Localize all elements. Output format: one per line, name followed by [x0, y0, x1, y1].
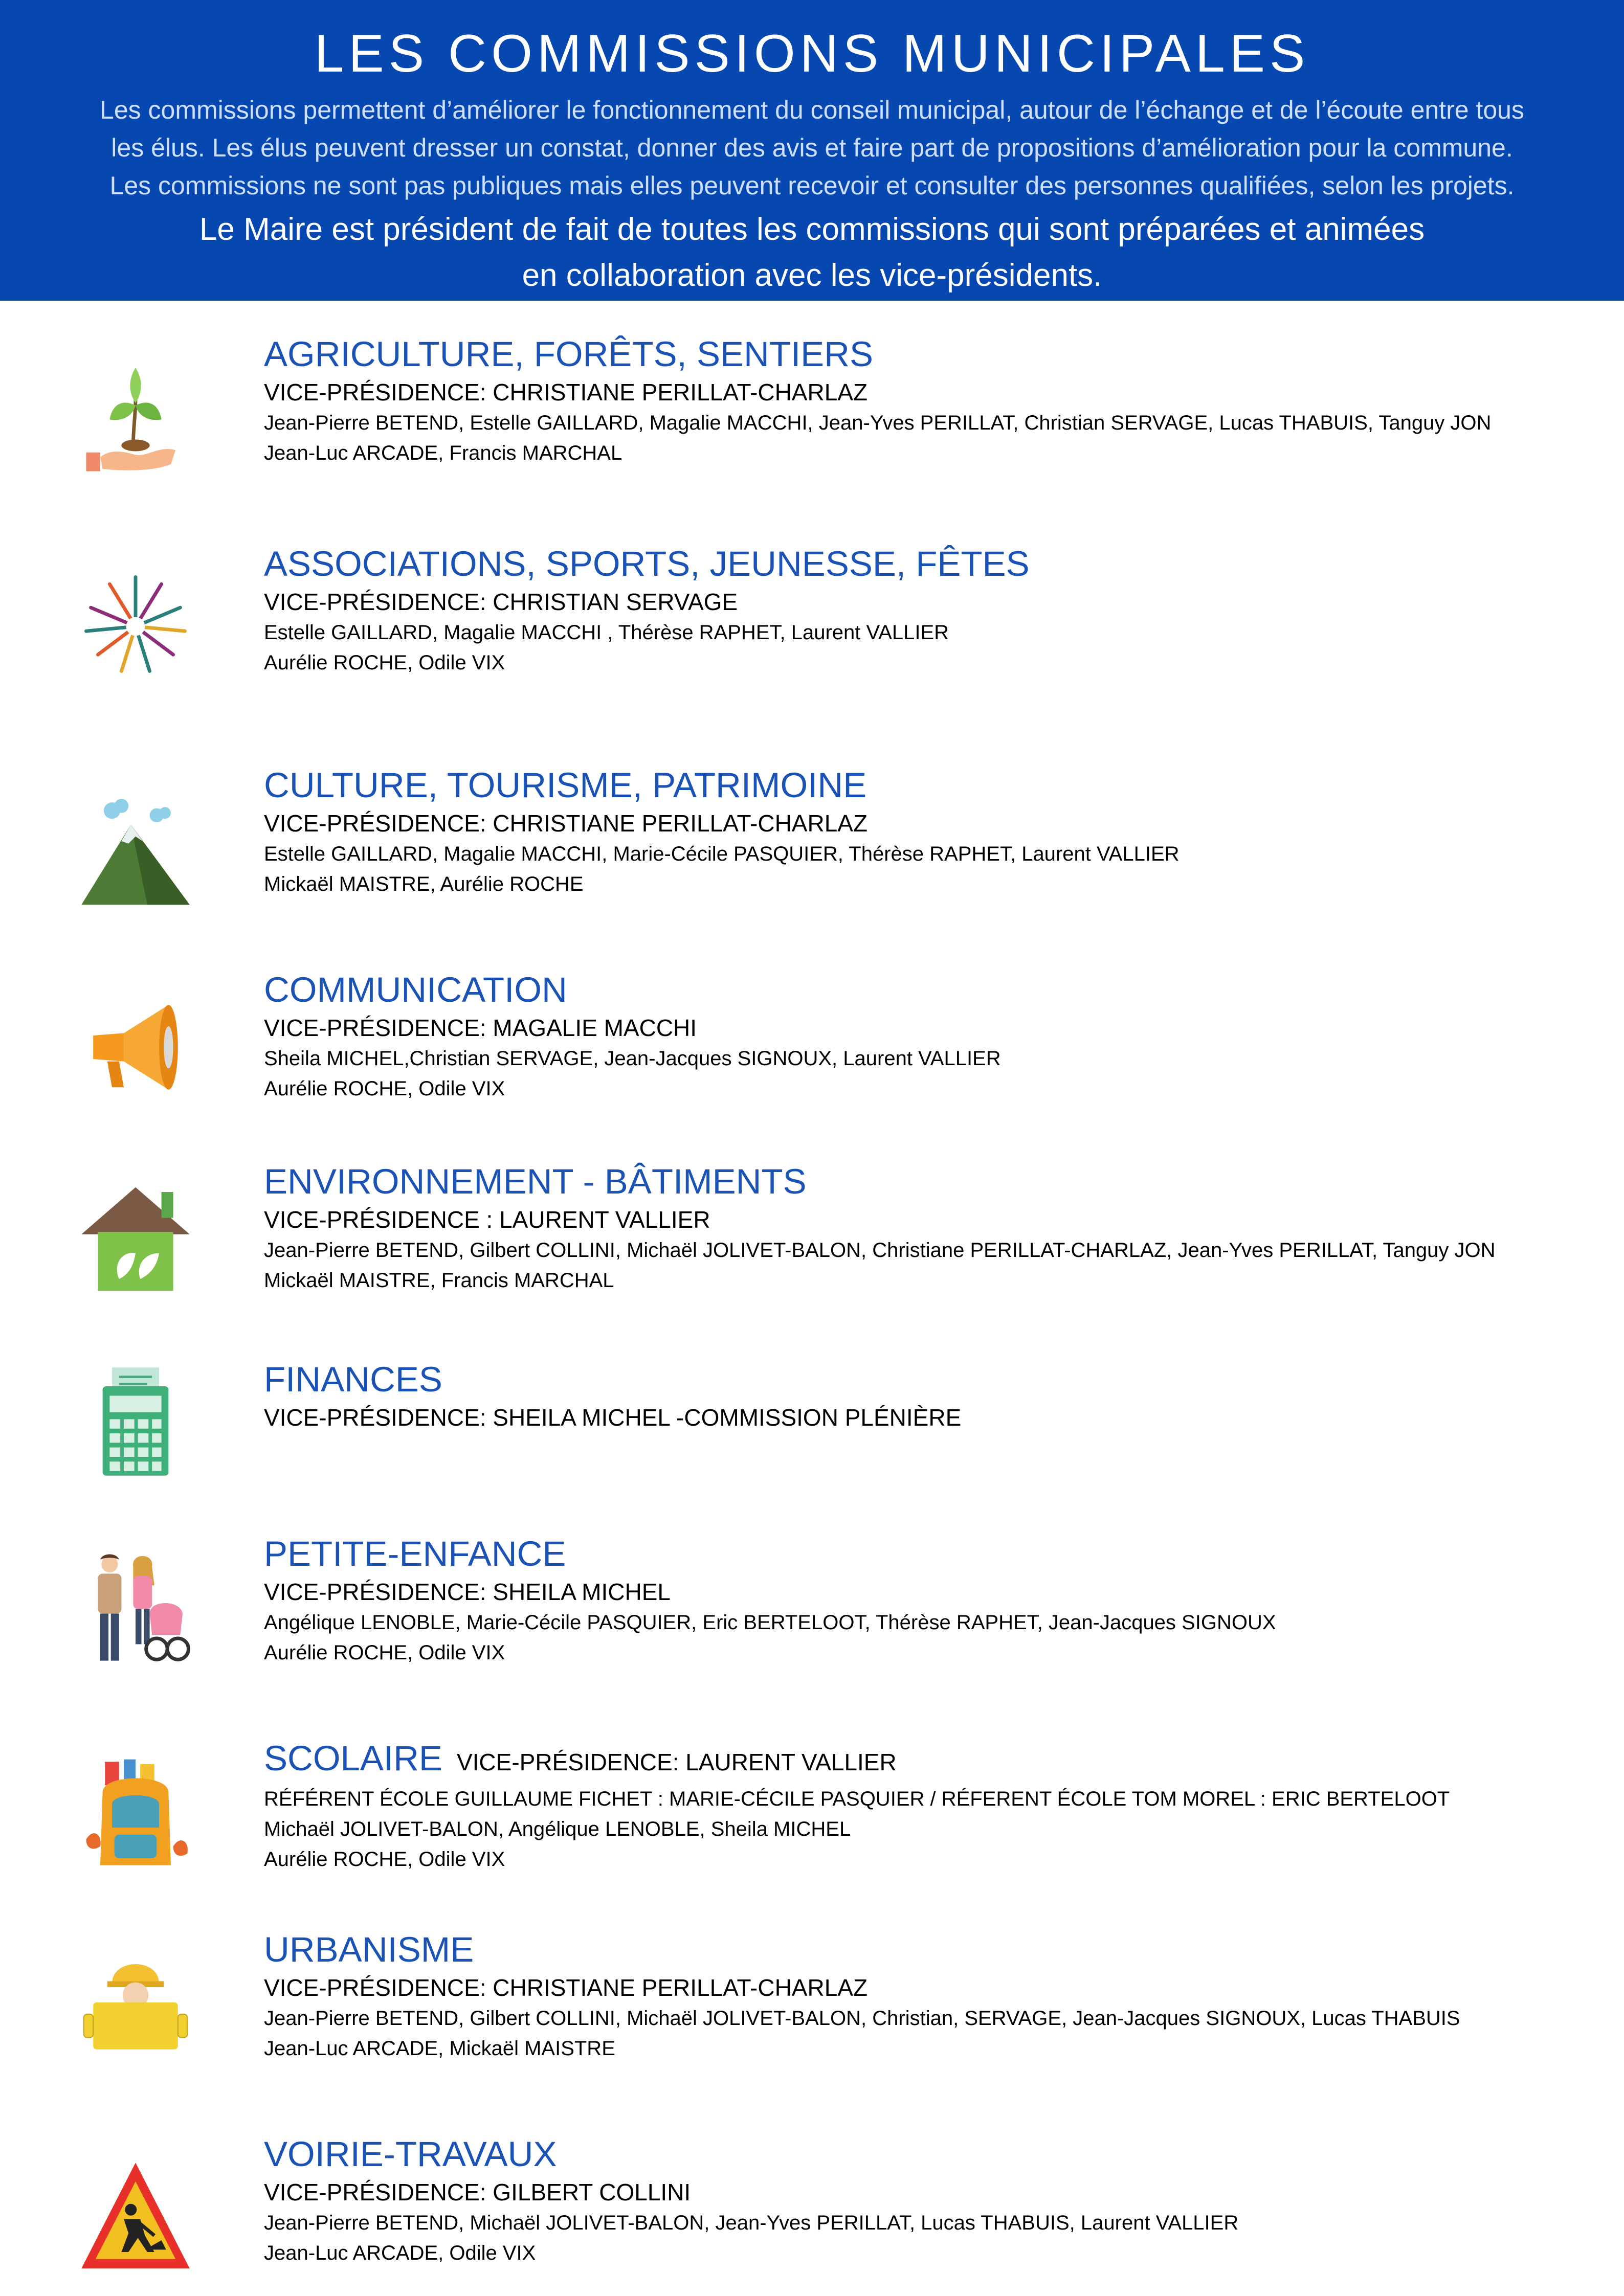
vice-presidence: VICE-PRÉSIDENCE: SHEILA MICHEL	[264, 1579, 671, 1605]
vice-presidence: VICE-PRÉSIDENCE: SHEILA MICHEL -COMMISSION PLÉNIÈRE	[264, 1404, 962, 1431]
members-line: Aurélie ROCHE, Odile VIX	[264, 1077, 505, 1100]
vice-presidence: VICE-PRÉSIDENCE : LAURENT VALLIER	[264, 1206, 710, 1233]
architect-plan-icon	[77, 1948, 194, 2066]
members-line: Mickaël MAISTRE, Aurélie ROCHE	[264, 873, 584, 895]
roadworks-sign-icon	[77, 2158, 194, 2276]
commission-title: SCOLAIRE	[264, 1739, 442, 1778]
vice-presidence: VICE-PRÉSIDENCE: CHRISTIANE PERILLAT-CHARLAZ	[264, 379, 868, 406]
commission-title: COMMUNICATION	[264, 970, 567, 1009]
vice-presidence: VICE-PRÉSIDENCE: GILBERT COLLINI	[264, 2179, 691, 2205]
mayor-line: en collaboration avec les vice-présidents.	[522, 258, 1102, 293]
vice-presidence: VICE-PRÉSIDENCE: LAURENT VALLIER	[456, 1749, 897, 1775]
intro-text	[0, 91, 1624, 205]
calculator-icon	[77, 1363, 194, 1480]
megaphone-icon	[77, 988, 194, 1106]
family-stroller-icon	[77, 1552, 194, 1670]
members-line: Jean-Luc ARCADE, Francis MARCHAL	[264, 442, 622, 464]
vice-presidence: VICE-PRÉSIDENCE: CHRISTIAN SERVAGE	[264, 589, 738, 615]
commission-title-row	[264, 1737, 1604, 1784]
commission-title: FINANCES	[264, 1360, 442, 1399]
members-line: Aurélie ROCHE, Odile VIX	[264, 1641, 505, 1664]
vice-presidence: VICE-PRÉSIDENCE: CHRISTIANE PERILLAT-CHARLAZ	[264, 810, 868, 837]
commission-title: ENVIRONNEMENT - BÂTIMENTS	[264, 1162, 807, 1201]
mayor-line: Le Maire est président de fait de toutes les commissions qui sont préparées et animées	[199, 212, 1425, 247]
members-line: Jean-Pierre BETEND, Estelle GAILLARD, Magalie MACCHI, Jean-Yves PERILLAT, Christian SERVAGE, Lucas THABUIS, Tanguy JON	[264, 412, 1492, 434]
commission-title: PETITE-ENFANCE	[264, 1534, 566, 1573]
members-line: Jean-Luc ARCADE, Mickaël MAISTRE	[264, 2037, 615, 2060]
mountain-icon	[77, 794, 194, 912]
members-line: Angélique LENOBLE, Marie-Cécile PASQUIER, Eric BERTELOOT, Thérèse RAPHET, Jean-Jacques SIGNOUX	[264, 1611, 1276, 1634]
members-line: Jean-Pierre BETEND, Michaël JOLIVET-BALON, Jean-Yves PERILLAT, Lucas THABUIS, Laurent VALLIER	[264, 2212, 1239, 2234]
members-line: RÉFÉRENT ÉCOLE GUILLAUME FICHET : MARIE-CÉCILE PASQUIER / RÉFERENT ÉCOLE TOM MOREL : ERIC BERTELOOT	[264, 1788, 1450, 1810]
members-line: Aurélie ROCHE, Odile VIX	[264, 651, 505, 674]
green-house-icon	[77, 1180, 194, 1298]
commission-title: AGRICULTURE, FORÊTS, SENTIERS	[264, 334, 874, 374]
plant-hand-icon	[77, 363, 194, 481]
vice-presidence: VICE-PRÉSIDENCE: MAGALIE MACCHI	[264, 1015, 697, 1041]
commission-title: URBANISME	[264, 1930, 474, 1969]
members-line: Jean-Luc ARCADE, Odile VIX	[264, 2242, 536, 2264]
fireworks-icon	[77, 568, 194, 685]
page-title: LES COMMISSIONS MUNICIPALES	[314, 24, 1310, 83]
intro-line: les élus. Les élus peuvent dresser un constat, donner des avis et faire part de propositions d’amélioration pour la commune.	[111, 133, 1513, 162]
commission-title: ASSOCIATIONS, SPORTS, JEUNESSE, FÊTES	[264, 544, 1030, 583]
vice-presidence: VICE-PRÉSIDENCE: CHRISTIANE PERILLAT-CHARLAZ	[264, 1974, 868, 2001]
school-backpack-icon	[77, 1757, 194, 1875]
members-line: Estelle GAILLARD, Magalie MACCHI, Marie-Cécile PASQUIER, Thérèse RAPHET, Laurent VALLIER	[264, 843, 1180, 865]
header-banner	[0, 0, 1624, 301]
commission-title: VOIRIE-TRAVAUX	[264, 2134, 557, 2174]
members-line: Sheila MICHEL,Christian SERVAGE, Jean-Jacques SIGNOUX, Laurent VALLIER	[264, 1047, 1001, 1070]
members-line: Jean-Pierre BETEND, Gilbert COLLINI, Michaël JOLIVET-BALON, Christiane PERILLAT-CHARLAZ, Jean-Yves PERILLAT, Tanguy JON	[264, 1239, 1496, 1262]
members-line: Jean-Pierre BETEND, Gilbert COLLINI, Michaël JOLIVET-BALON, Christian, SERVAGE, Jean-Jacques SIGNOUX, Lucas THABUIS	[264, 2007, 1460, 2030]
intro-line: Les commissions ne sont pas publiques mais elles peuvent recevoir et consulter des personnes qualifiées, selon les projets.	[109, 171, 1515, 200]
members-line: Michaël JOLIVET-BALON, Angélique LENOBLE, Sheila MICHEL	[264, 1818, 851, 1840]
intro-line: Les commissions permettent d’améliorer le fonctionnement du conseil municipal, autour de l’échange et de l’écoute entre tous	[100, 96, 1524, 124]
members-line: Estelle GAILLARD, Magalie MACCHI , Thérèse RAPHET, Laurent VALLIER	[264, 621, 949, 644]
commission-title: CULTURE, TOURISME, PATRIMOINE	[264, 766, 867, 805]
members-line: Aurélie ROCHE, Odile VIX	[264, 1848, 505, 1871]
mayor-statement	[0, 207, 1624, 299]
members-line: Mickaël MAISTRE, Francis MARCHAL	[264, 1269, 614, 1292]
